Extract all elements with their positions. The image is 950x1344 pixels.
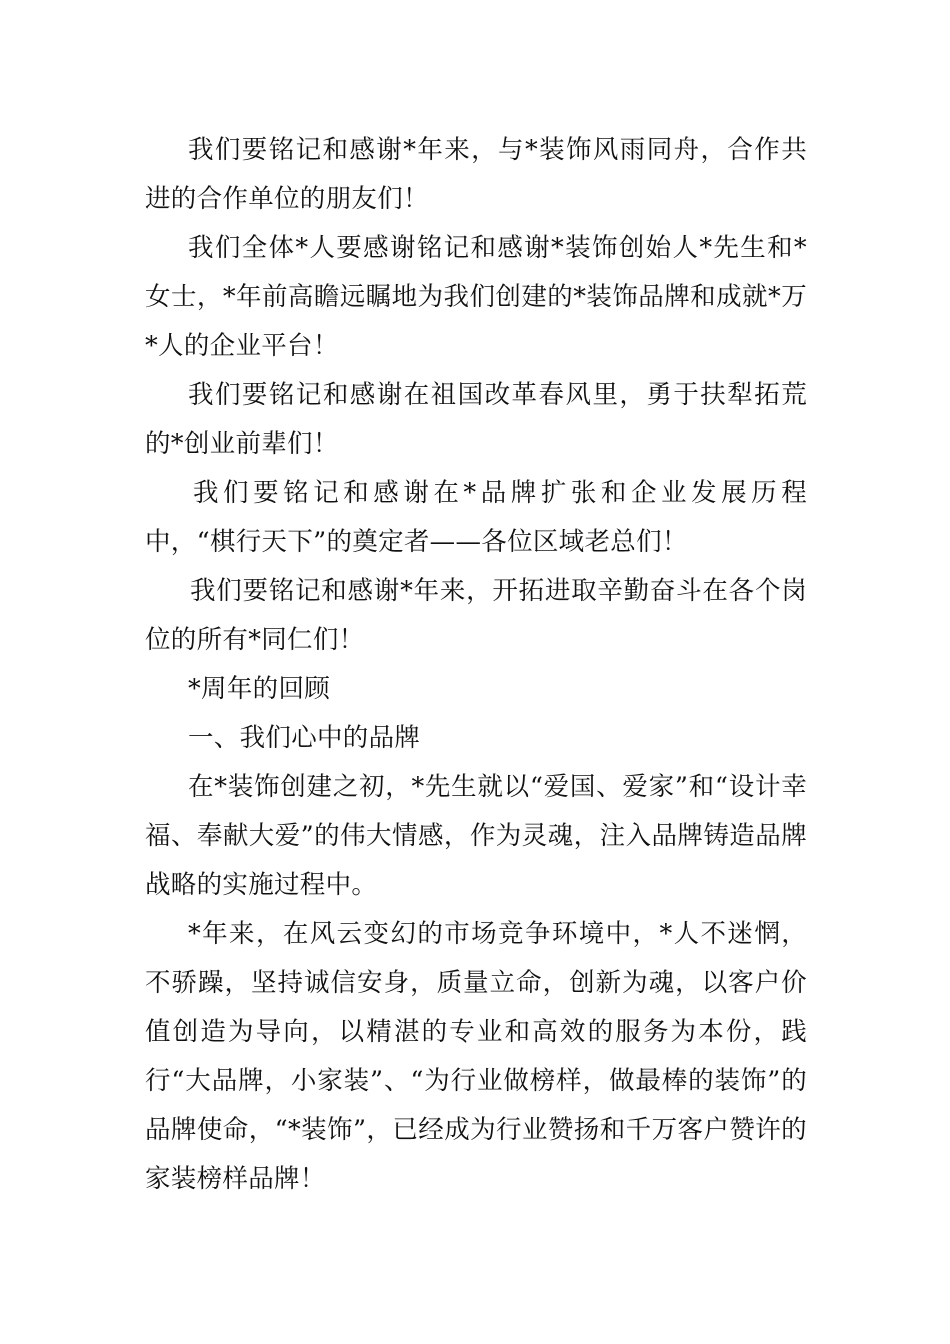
paragraph-brand-origin: 在*装饰创建之初，*先生就以“爱国、爱家”和“设计幸福、奉献大爱”的伟大情感，作为灵魂，注入品牌铸造品牌战略的实施过程中。 [145,772,807,900]
paragraph-pioneers: 我们要铭记和感谢在祖国改革春风里，勇于扶犁拓荒的*创业前辈们！ [145,380,807,459]
document-body [145,126,807,1204]
paragraph-brand-mission: *年来，在风云变幻的市场竞争环境中，*人不迷惘，不骄躁，坚持诚信安身，质量立命，创新为魂，以客户价值创造为导向，以精湛的专业和高效的服务为本份，践行“大品牌，小家装”、“为行业做榜样，做最棒的装饰”的品牌使命，“*装饰”，已经成为行业赞扬和千万客户赞许的家装榜样品牌！ [145,919,807,1194]
paragraph-colleagues: 我们要铭记和感谢*年来，开拓进取辛勤奋斗在各个岗位的所有*同仁们！ [145,576,807,655]
paragraph-founders: 我们全体*人要感谢铭记和感谢*装饰创始人*先生和*女士，*年前高瞻远瞩地为我们创建的*装饰品牌和成就*万*人的企业平台！ [145,233,807,361]
paragraph-partners: 我们要铭记和感谢*年来，与*装饰风雨同舟，合作共进的合作单位的朋友们！ [145,135,807,214]
section-heading-review: *周年的回顾 [188,674,331,704]
paragraph-regional-leaders: 我们要铭记和感谢在*品牌扩张和企业发展历程中，“棋行天下”的奠定者——各位区域老总们！ [145,478,807,557]
section-heading-brand: 一、我们心中的品牌 [188,723,421,753]
